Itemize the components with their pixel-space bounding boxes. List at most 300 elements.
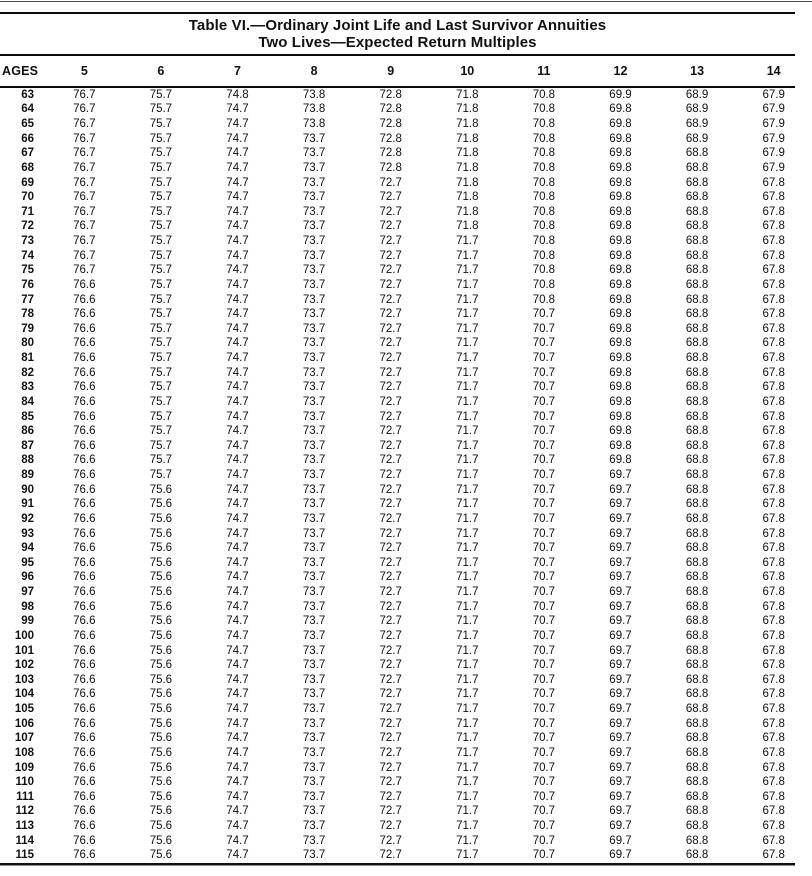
multiple-cell: 73.8: [302, 103, 326, 116]
multiple-cell: 67.8: [762, 703, 785, 716]
multiple-cell: 67.8: [762, 191, 785, 204]
multiple-cell: 68.8: [685, 556, 709, 569]
multiple-cell: 75.6: [149, 761, 173, 774]
multiple-cell: 69.8: [609, 410, 632, 423]
multiple-cell: 70.7: [532, 439, 556, 452]
multiple-cell: 67.8: [762, 454, 785, 467]
multiple-cell: 71.7: [456, 410, 479, 423]
multiple-cell: 75.6: [149, 586, 173, 599]
multiple-cell: 76.6: [73, 395, 96, 408]
multiple-cell: 73.7: [302, 161, 326, 174]
table-row-age-101: [0, 643, 812, 658]
multiple-cell: 72.7: [379, 249, 402, 262]
multiple-cell: 72.7: [379, 498, 402, 511]
age-cell: 89: [21, 469, 34, 482]
multiple-cell: 73.7: [302, 454, 326, 467]
multiple-cell: 74.7: [226, 264, 249, 277]
table-row-age-107: [0, 731, 812, 746]
multiple-cell: 75.6: [149, 790, 173, 803]
multiple-cell: 75.6: [149, 703, 173, 716]
multiple-cell: 73.7: [302, 527, 326, 540]
multiple-cell: 67.9: [762, 88, 785, 101]
multiple-cell: 70.8: [532, 132, 556, 145]
multiple-cell: 67.8: [762, 483, 785, 496]
multiple-cell: 76.6: [73, 834, 96, 847]
age-cell: 68: [21, 161, 34, 174]
multiple-cell: 71.7: [456, 264, 479, 277]
multiple-cell: 75.6: [149, 527, 173, 540]
multiple-cell: 72.7: [379, 717, 402, 730]
multiple-cell: 76.6: [73, 439, 96, 452]
multiple-cell: 72.7: [379, 527, 402, 540]
column-header-13: 13: [690, 63, 705, 78]
multiple-cell: 74.7: [226, 600, 249, 613]
multiple-cell: 68.8: [685, 147, 709, 160]
multiple-cell: 68.8: [685, 805, 709, 818]
multiple-cell: 73.7: [302, 849, 326, 862]
multiple-cell: 76.7: [73, 264, 96, 277]
multiple-cell: 69.7: [609, 644, 632, 657]
multiple-cell: 70.7: [532, 512, 556, 525]
multiple-cell: 67.8: [762, 644, 785, 657]
multiple-cell: 74.7: [226, 776, 249, 789]
multiple-cell: 68.8: [685, 688, 709, 701]
multiple-cell: 73.7: [302, 132, 326, 145]
multiple-cell: 69.7: [609, 659, 632, 672]
multiple-cell: 70.7: [532, 556, 556, 569]
multiple-cell: 71.8: [456, 161, 479, 174]
multiple-cell: 73.7: [302, 586, 326, 599]
multiple-cell: 71.8: [456, 118, 479, 131]
multiple-cell: 76.6: [73, 483, 96, 496]
multiple-cell: 71.7: [456, 703, 479, 716]
table-row-age-74: [0, 248, 812, 263]
table-row-age-68: [0, 161, 812, 176]
multiple-cell: 75.7: [149, 395, 173, 408]
age-cell: 90: [21, 483, 34, 496]
multiple-cell: 75.6: [149, 717, 173, 730]
multiple-cell: 71.7: [456, 293, 479, 306]
multiple-cell: 68.8: [685, 469, 709, 482]
multiple-cell: 76.6: [73, 761, 96, 774]
multiple-cell: 74.7: [226, 439, 249, 452]
multiple-cell: 73.7: [302, 629, 326, 642]
multiple-cell: 73.7: [302, 395, 326, 408]
multiple-cell: 67.8: [762, 805, 785, 818]
multiple-cell: 73.7: [302, 732, 326, 745]
table-row-age-111: [0, 790, 812, 805]
multiple-cell: 67.9: [762, 132, 785, 145]
multiple-cell: 69.7: [609, 790, 632, 803]
table-row-age-67: [0, 146, 812, 161]
multiple-cell: 68.8: [685, 659, 709, 672]
multiple-cell: 72.7: [379, 746, 402, 759]
multiple-cell: 74.7: [226, 176, 249, 189]
multiple-cell: 74.7: [226, 278, 249, 291]
multiple-cell: 74.7: [226, 249, 249, 262]
multiple-cell: 71.7: [456, 498, 479, 511]
multiple-cell: 75.6: [149, 512, 173, 525]
multiple-cell: 67.8: [762, 673, 785, 686]
multiple-cell: 68.8: [685, 161, 709, 174]
multiple-cell: 74.7: [226, 790, 249, 803]
multiple-cell: 74.7: [226, 454, 249, 467]
age-cell: 79: [21, 322, 34, 335]
multiple-cell: 67.8: [762, 249, 785, 262]
multiple-cell: 72.7: [379, 410, 402, 423]
age-cell: 77: [21, 293, 34, 306]
multiple-cell: 76.7: [73, 220, 96, 233]
multiple-cell: 72.7: [379, 790, 402, 803]
multiple-cell: 68.8: [685, 483, 709, 496]
age-cell: 96: [21, 571, 34, 584]
multiple-cell: 75.7: [149, 88, 173, 101]
multiple-cell: 69.8: [609, 191, 632, 204]
multiple-cell: 75.7: [149, 366, 173, 379]
multiple-cell: 71.8: [456, 205, 479, 218]
multiple-cell: 74.7: [226, 132, 249, 145]
multiple-cell: 70.7: [532, 849, 556, 862]
multiple-cell: 75.7: [149, 454, 173, 467]
multiple-cell: 68.8: [685, 586, 709, 599]
multiple-cell: 69.7: [609, 542, 632, 555]
multiple-cell: 68.8: [685, 249, 709, 262]
table-row-age-85: [0, 409, 812, 424]
table-row-age-66: [0, 131, 812, 146]
multiple-cell: 68.8: [685, 644, 709, 657]
multiple-cell: 75.6: [149, 615, 173, 628]
multiple-cell: 67.8: [762, 556, 785, 569]
multiple-cell: 73.7: [302, 776, 326, 789]
multiple-cell: 69.7: [609, 717, 632, 730]
multiple-cell: 69.7: [609, 600, 632, 613]
multiple-cell: 76.6: [73, 629, 96, 642]
multiple-cell: 69.8: [609, 308, 632, 321]
multiple-cell: 70.7: [532, 527, 556, 540]
multiple-cell: 70.7: [532, 498, 556, 511]
table-row-age-86: [0, 424, 812, 439]
table-row-age-72: [0, 219, 812, 234]
multiple-cell: 71.7: [456, 454, 479, 467]
multiple-cell: 74.7: [226, 820, 249, 833]
multiple-cell: 69.8: [609, 176, 632, 189]
multiple-cell: 69.7: [609, 746, 632, 759]
multiple-cell: 75.7: [149, 439, 173, 452]
multiple-cell: 71.7: [456, 644, 479, 657]
multiple-cell: 74.7: [226, 512, 249, 525]
multiple-cell: 68.8: [685, 395, 709, 408]
multiple-cell: 74.7: [226, 805, 249, 818]
multiple-cell: 76.6: [73, 498, 96, 511]
multiple-cell: 71.7: [456, 352, 479, 365]
multiple-cell: 72.8: [379, 103, 402, 116]
multiple-cell: 74.7: [226, 498, 249, 511]
multiple-cell: 73.7: [302, 410, 326, 423]
multiple-cell: 71.7: [456, 425, 479, 438]
table-row-age-90: [0, 482, 812, 497]
multiple-cell: 67.8: [762, 425, 785, 438]
multiple-cell: 69.7: [609, 615, 632, 628]
multiple-cell: 71.7: [456, 688, 479, 701]
table-row-age-89: [0, 468, 812, 483]
multiple-cell: 75.7: [149, 308, 173, 321]
multiple-cell: 68.8: [685, 278, 709, 291]
multiple-cell: 76.6: [73, 673, 96, 686]
multiple-cell: 69.7: [609, 703, 632, 716]
age-cell: 97: [21, 586, 34, 599]
multiple-cell: 73.7: [302, 820, 326, 833]
multiple-cell: 75.6: [149, 849, 173, 862]
multiple-cell: 73.7: [302, 805, 326, 818]
multiple-cell: 74.7: [226, 220, 249, 233]
multiple-cell: 73.7: [302, 761, 326, 774]
multiple-cell: 74.7: [226, 483, 249, 496]
multiple-cell: 69.7: [609, 834, 632, 847]
table-row-age-73: [0, 234, 812, 249]
table-row-age-84: [0, 395, 812, 410]
multiple-cell: 69.7: [609, 586, 632, 599]
multiple-cell: 69.8: [609, 337, 632, 350]
table-row-age-93: [0, 526, 812, 541]
multiple-cell: 76.6: [73, 732, 96, 745]
multiple-cell: 74.7: [226, 205, 249, 218]
multiple-cell: 75.7: [149, 293, 173, 306]
multiple-cell: 74.7: [226, 395, 249, 408]
multiple-cell: 75.6: [149, 644, 173, 657]
multiple-cell: 71.7: [456, 439, 479, 452]
age-cell: 95: [21, 556, 34, 569]
multiple-cell: 69.7: [609, 849, 632, 862]
multiple-cell: 74.7: [226, 673, 249, 686]
multiple-cell: 75.6: [149, 746, 173, 759]
multiple-cell: 70.7: [532, 790, 556, 803]
multiple-cell: 72.7: [379, 425, 402, 438]
age-cell: 112: [15, 805, 34, 818]
multiple-cell: 71.7: [456, 235, 479, 248]
multiple-cell: 74.7: [226, 352, 249, 365]
table-row-age-113: [0, 819, 812, 834]
multiple-cell: 67.8: [762, 790, 785, 803]
multiple-cell: 71.7: [456, 469, 479, 482]
multiple-cell: 69.7: [609, 820, 632, 833]
multiple-cell: 75.6: [149, 834, 173, 847]
multiple-cell: 72.8: [379, 88, 402, 101]
multiple-cell: 72.7: [379, 220, 402, 233]
age-cell: 72: [21, 220, 34, 233]
age-cell: 94: [21, 542, 34, 555]
multiple-cell: 69.7: [609, 776, 632, 789]
multiple-cell: 76.6: [73, 790, 96, 803]
multiple-cell: 76.6: [73, 717, 96, 730]
multiple-cell: 76.6: [73, 410, 96, 423]
multiple-cell: 75.6: [149, 776, 173, 789]
multiple-cell: 75.7: [149, 352, 173, 365]
multiple-cell: 76.6: [73, 805, 96, 818]
multiple-cell: 75.7: [149, 337, 173, 350]
multiple-cell: 69.8: [609, 439, 632, 452]
multiple-cell: 76.6: [73, 293, 96, 306]
table-row-age-104: [0, 687, 812, 702]
multiple-cell: 72.7: [379, 703, 402, 716]
multiple-cell: 73.7: [302, 600, 326, 613]
multiple-cell: 76.6: [73, 278, 96, 291]
multiple-cell: 76.6: [73, 542, 96, 555]
multiple-cell: 74.7: [226, 103, 249, 116]
table-row-age-91: [0, 497, 812, 512]
table-title-line2: Two Lives—Expected Return Multiples: [258, 33, 537, 51]
multiple-cell: 70.7: [532, 469, 556, 482]
age-cell: 108: [14, 746, 34, 759]
table-row-age-97: [0, 585, 812, 600]
table-row-age-109: [0, 760, 812, 775]
multiple-cell: 68.8: [685, 527, 709, 540]
multiple-cell: 67.8: [762, 571, 785, 584]
multiple-cell: 74.7: [226, 191, 249, 204]
table-row-age-76: [0, 278, 812, 293]
multiple-cell: 76.7: [73, 132, 96, 145]
multiple-cell: 68.8: [685, 425, 709, 438]
multiple-cell: 72.7: [379, 191, 402, 204]
multiple-cell: 68.8: [685, 615, 709, 628]
multiple-cell: 68.8: [685, 849, 709, 862]
multiple-cell: 71.7: [456, 308, 479, 321]
multiple-cell: 76.6: [73, 571, 96, 584]
multiple-cell: 74.7: [226, 527, 249, 540]
multiple-cell: 76.6: [73, 352, 96, 365]
multiple-cell: 67.9: [762, 161, 785, 174]
multiple-cell: 72.7: [379, 352, 402, 365]
multiple-cell: 73.7: [302, 834, 326, 847]
table-title: [0, 18, 795, 51]
multiple-cell: 76.6: [73, 454, 96, 467]
multiple-cell: 67.8: [762, 688, 785, 701]
age-cell: 110: [15, 776, 34, 789]
multiple-cell: 69.8: [609, 249, 632, 262]
multiple-cell: 76.7: [73, 235, 96, 248]
multiple-cell: 70.7: [532, 629, 556, 642]
multiple-cell: 74.7: [226, 469, 249, 482]
multiple-cell: 70.7: [532, 542, 556, 555]
multiple-cell: 76.7: [73, 191, 96, 204]
multiple-cell: 73.7: [302, 381, 326, 394]
multiple-cell: 72.7: [379, 381, 402, 394]
multiple-cell: 71.7: [456, 366, 479, 379]
multiple-cell: 73.7: [302, 483, 326, 496]
multiple-cell: 71.7: [456, 717, 479, 730]
multiple-cell: 69.7: [609, 556, 632, 569]
multiple-cell: 67.8: [762, 732, 785, 745]
multiple-cell: 73.7: [302, 425, 326, 438]
multiple-cell: 67.8: [762, 586, 785, 599]
multiple-cell: 69.8: [609, 205, 632, 218]
multiple-cell: 67.8: [762, 527, 785, 540]
multiple-cell: 76.7: [73, 205, 96, 218]
multiple-cell: 70.7: [532, 761, 556, 774]
column-header-6: 6: [157, 63, 165, 78]
multiple-cell: 70.7: [532, 659, 556, 672]
multiple-cell: 68.8: [685, 308, 709, 321]
multiple-cell: 67.8: [762, 469, 785, 482]
multiple-cell: 67.9: [762, 147, 785, 160]
multiple-cell: 68.9: [685, 118, 709, 131]
multiple-cell: 67.8: [762, 776, 785, 789]
multiple-cell: 70.7: [532, 410, 556, 423]
multiple-cell: 75.7: [149, 469, 173, 482]
multiple-cell: 68.8: [685, 439, 709, 452]
age-cell: 91: [21, 498, 34, 511]
multiple-cell: 72.7: [379, 688, 402, 701]
multiple-cell: 70.8: [532, 118, 556, 131]
multiple-cell: 69.7: [609, 732, 632, 745]
multiple-cell: 68.8: [685, 703, 709, 716]
multiple-cell: 76.6: [73, 308, 96, 321]
age-cell: 111: [16, 790, 34, 803]
multiple-cell: 72.7: [379, 512, 402, 525]
age-cell: 86: [21, 425, 34, 438]
multiple-cell: 75.7: [149, 205, 173, 218]
age-cell: 81: [21, 352, 34, 365]
multiple-cell: 71.7: [456, 483, 479, 496]
multiple-cell: 75.6: [149, 732, 173, 745]
multiple-cell: 69.7: [609, 673, 632, 686]
multiple-cell: 74.7: [226, 235, 249, 248]
age-cell: 100: [14, 629, 34, 642]
multiple-cell: 68.8: [685, 498, 709, 511]
table-row-age-94: [0, 541, 812, 556]
multiple-cell: 76.6: [73, 776, 96, 789]
multiple-cell: 72.7: [379, 673, 402, 686]
multiple-cell: 73.7: [302, 673, 326, 686]
table-top-rule: [0, 12, 795, 14]
multiple-cell: 75.6: [149, 542, 173, 555]
multiple-cell: 76.7: [73, 147, 96, 160]
multiple-cell: 71.7: [456, 527, 479, 540]
multiple-cell: 71.7: [456, 600, 479, 613]
multiple-cell: 71.7: [456, 542, 479, 555]
multiple-cell: 69.8: [609, 395, 632, 408]
table-row-age-96: [0, 570, 812, 585]
table-bottom-rule: [0, 863, 795, 866]
multiple-cell: 69.7: [609, 629, 632, 642]
multiple-cell: 68.8: [685, 746, 709, 759]
multiple-cell: 76.6: [73, 820, 96, 833]
age-cell: 98: [21, 600, 34, 613]
multiple-cell: 70.7: [532, 717, 556, 730]
multiple-cell: 71.8: [456, 103, 479, 116]
table-row-age-71: [0, 205, 812, 220]
multiple-cell: 67.8: [762, 834, 785, 847]
multiple-cell: 70.7: [532, 337, 556, 350]
multiple-cell: 76.6: [73, 366, 96, 379]
multiple-cell: 73.7: [302, 439, 326, 452]
page-edge-line: [0, 1, 812, 2]
multiple-cell: 76.6: [73, 746, 96, 759]
multiple-cell: 71.7: [456, 395, 479, 408]
multiple-cell: 75.6: [149, 659, 173, 672]
multiple-cell: 68.8: [685, 512, 709, 525]
multiple-cell: 72.7: [379, 556, 402, 569]
multiple-cell: 73.7: [302, 249, 326, 262]
multiple-cell: 67.8: [762, 322, 785, 335]
table-row-age-70: [0, 190, 812, 205]
multiple-cell: 74.7: [226, 425, 249, 438]
age-cell: 109: [14, 761, 34, 774]
column-header-14: 14: [766, 63, 781, 78]
multiple-cell: 73.7: [302, 703, 326, 716]
multiple-cell: 74.7: [226, 337, 249, 350]
multiple-cell: 72.7: [379, 366, 402, 379]
multiple-cell: 67.8: [762, 220, 785, 233]
